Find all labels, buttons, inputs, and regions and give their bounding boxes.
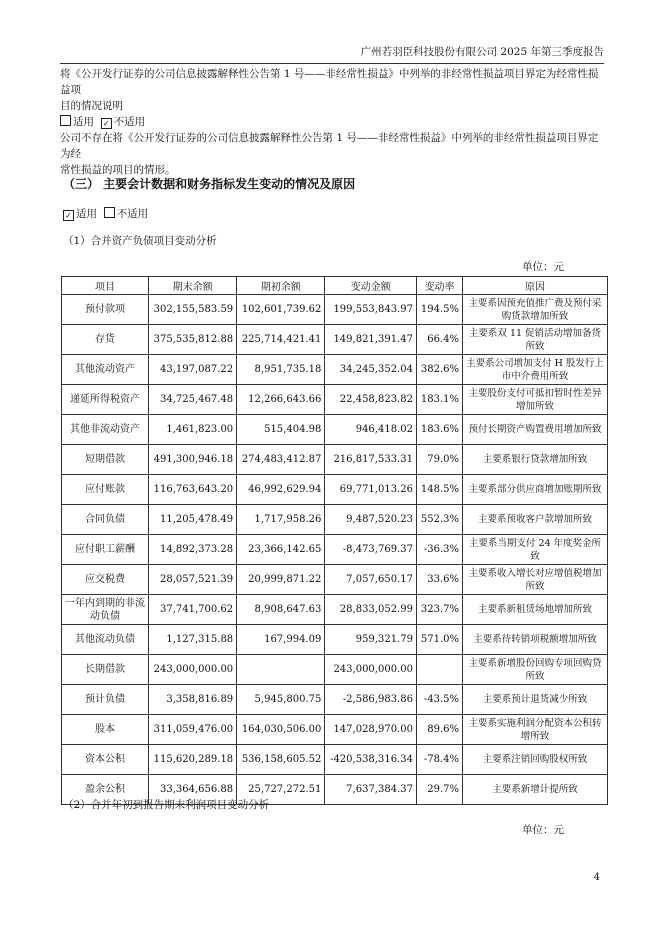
intro-checkboxes	[60, 114, 605, 130]
cell-change-amount: -2,586,983.86	[325, 685, 417, 715]
cell-change-rate: 323.7%	[416, 595, 462, 625]
cell-change-amount: 243,000,000.00	[325, 655, 417, 685]
cell-change-rate: -78.4%	[416, 745, 462, 775]
section-checkboxes	[63, 206, 148, 221]
cell-change-rate	[416, 655, 462, 685]
cell-end-balance: 243,000,000.00	[149, 655, 237, 685]
cell-end-balance: 11,205,478.49	[149, 505, 237, 535]
table-row	[62, 745, 608, 775]
section-not-applicable-label: 不适用	[116, 208, 149, 220]
col-begin-balance: 期初余额	[237, 277, 325, 295]
table-row	[62, 445, 608, 475]
cell-change-rate: -43.5%	[416, 685, 462, 715]
cell-change-amount: -420,538,316.34	[325, 745, 417, 775]
cell-change-rate: 79.0%	[416, 445, 462, 475]
cell-item: 应交税费	[62, 565, 149, 595]
cell-change-rate: 183.6%	[416, 415, 462, 445]
cell-reason: 主要系当期支付 24 年度奖金所致	[463, 535, 608, 565]
table-body	[62, 295, 608, 805]
unit-label-2: 单位：元	[522, 824, 564, 836]
cell-change-amount: 34,245,352.04	[325, 355, 417, 385]
cell-reason: 主要系因预充值推广费及预付采购货款增加所致	[463, 295, 608, 325]
cell-item: 盈余公积	[62, 775, 149, 805]
cell-change-rate: 66.4%	[416, 325, 462, 355]
table-row	[62, 625, 608, 655]
table-row	[62, 295, 608, 325]
cell-change-rate: 194.5%	[416, 295, 462, 325]
cell-item: 应付账款	[62, 475, 149, 505]
cell-change-amount: 7,637,384.37	[325, 775, 417, 805]
cell-begin-balance: 25,727,272.51	[237, 775, 325, 805]
cell-item: 长期借款	[62, 655, 149, 685]
cell-item: 一年内到期的非流动负债	[62, 595, 149, 625]
section-applicable-label: 适用	[76, 208, 97, 220]
cell-begin-balance: 8,908,647.63	[237, 595, 325, 625]
cell-item: 其他流动资产	[62, 355, 149, 385]
cell-change-rate: 89.6%	[416, 715, 462, 745]
cell-change-rate: 183.1%	[416, 385, 462, 415]
cell-begin-balance: 12,266,643.66	[237, 385, 325, 415]
cell-begin-balance: 46,992,629.94	[237, 475, 325, 505]
col-reason: 原因	[463, 277, 608, 295]
cell-begin-balance: 515,404.98	[237, 415, 325, 445]
cell-reason: 主要系公司增加支付 H 股发行上市中介费用所致	[463, 355, 608, 385]
cell-begin-balance: 164,030,506.00	[237, 715, 325, 745]
cell-begin-balance: 102,601,739.62	[237, 295, 325, 325]
cell-end-balance: 116,763,643.20	[149, 475, 237, 505]
cell-reason: 主要系注销回购股权所致	[463, 745, 608, 775]
cell-item: 预付款项	[62, 295, 149, 325]
cell-end-balance: 1,461,823.00	[149, 415, 237, 445]
note-line-1: 公司不存在将《公开发行证券的公司信息披露解释性公告第 1 号——非经常性损益》中列举的非经常性损益项目界定为经	[60, 132, 599, 160]
note-line-2: 常性损益的项目的情形。	[60, 164, 176, 176]
cell-item: 资本公积	[62, 745, 149, 775]
not-applicable-checkbox-checked: ✓	[101, 118, 112, 129]
cell-reason: 主要系新租赁场地增加所致	[463, 595, 608, 625]
table-row	[62, 535, 608, 565]
cell-reason: 主要系部分供应商增加账期所致	[463, 475, 608, 505]
applicable-checkbox-unchecked	[60, 115, 71, 126]
cell-reason: 主要系待转销项税额增加所致	[463, 625, 608, 655]
cell-reason: 主要系预收客户款增加所致	[463, 505, 608, 535]
cell-end-balance: 14,892,373.28	[149, 535, 237, 565]
cell-reason: 主要系双 11 促销活动增加备货所致	[463, 325, 608, 355]
table-row	[62, 685, 608, 715]
cell-item: 短期借款	[62, 445, 149, 475]
cell-begin-balance: 274,483,412.87	[237, 445, 325, 475]
section-not-applicable-checkbox	[104, 207, 115, 218]
intro-paragraph	[60, 66, 605, 178]
cell-item: 合同负债	[62, 505, 149, 535]
cell-change-amount: 216,817,533.31	[325, 445, 417, 475]
cell-begin-balance: 20,999,871.22	[237, 565, 325, 595]
cell-item: 预计负债	[62, 685, 149, 715]
cell-change-amount: 69,771,013.26	[325, 475, 417, 505]
table-row	[62, 595, 608, 625]
table-row	[62, 355, 608, 385]
intro-line-1: 将《公开发行证券的公司信息披露解释性公告第 1 号——非经常性损益》中列举的非经常性损益项目界定为经常性损益项	[60, 68, 599, 96]
cell-reason: 主要股份支付可抵扣暂时性差异增加所致	[463, 385, 608, 415]
applicable-label: 适用	[73, 116, 94, 128]
table-row	[62, 385, 608, 415]
cell-change-rate: 552.3%	[416, 505, 462, 535]
table-row	[62, 325, 608, 355]
cell-change-amount: 147,028,970.00	[325, 715, 417, 745]
col-change-rate: 变动率	[416, 277, 462, 295]
cell-change-rate: 382.6%	[416, 355, 462, 385]
cell-change-amount: -8,473,769.37	[325, 535, 417, 565]
table-row	[62, 715, 608, 745]
cell-end-balance: 302,155,583.59	[149, 295, 237, 325]
cell-item: 应付职工薪酬	[62, 535, 149, 565]
cell-change-rate: 148.5%	[416, 475, 462, 505]
cell-change-amount: 946,418.02	[325, 415, 417, 445]
cell-change-rate: 33.6%	[416, 565, 462, 595]
intro-line-2: 目的情况说明	[60, 100, 123, 112]
cell-reason: 预付长期资产购置费用增加所致	[463, 415, 608, 445]
cell-begin-balance: 5,945,800.75	[237, 685, 325, 715]
cell-end-balance: 43,197,087.22	[149, 355, 237, 385]
balance-sheet-change-table	[61, 276, 608, 805]
cell-item: 其他非流动资产	[62, 415, 149, 445]
cell-item: 递延所得税资产	[62, 385, 149, 415]
cell-reason: 主要系银行贷款增加所致	[463, 445, 608, 475]
cell-end-balance: 491,300,946.18	[149, 445, 237, 475]
cell-begin-balance	[237, 655, 325, 685]
col-item: 项目	[62, 277, 149, 295]
cell-end-balance: 375,535,812.88	[149, 325, 237, 355]
cell-begin-balance: 536,158,605.52	[237, 745, 325, 775]
report-header: 广州若羽臣科技股份有限公司 2025 年第三季度报告	[60, 44, 604, 64]
subsection-2-title: （2）合并年初到报告期末利润项目变动分析	[63, 799, 270, 811]
col-change-amount: 变动金额	[325, 277, 417, 295]
cell-end-balance: 115,620,289.18	[149, 745, 237, 775]
cell-item: 股本	[62, 715, 149, 745]
cell-end-balance: 28,057,521.39	[149, 565, 237, 595]
cell-end-balance: 34,725,467.48	[149, 385, 237, 415]
not-applicable-label: 不适用	[113, 116, 146, 128]
cell-reason: 主要系新增股份回购专项回购贷所致	[463, 655, 608, 685]
section-applicable-checkbox-checked: ✓	[63, 210, 74, 221]
cell-change-amount: 959,321.79	[325, 625, 417, 655]
cell-reason: 主要系新增计提所致	[463, 775, 608, 805]
cell-begin-balance: 8,951,735.18	[237, 355, 325, 385]
cell-end-balance: 37,741,700.62	[149, 595, 237, 625]
cell-change-amount: 199,553,843.97	[325, 295, 417, 325]
cell-change-amount: 28,833,052.99	[325, 595, 417, 625]
cell-change-rate: 29.7%	[416, 775, 462, 805]
cell-change-amount: 9,487,520.23	[325, 505, 417, 535]
cell-change-amount: 7,057,650.17	[325, 565, 417, 595]
cell-end-balance: 33,364,656.88	[149, 775, 237, 805]
cell-end-balance: 1,127,315.88	[149, 625, 237, 655]
subsection-1-title: （1）合并资产负债项目变动分析	[63, 235, 217, 247]
table-row	[62, 505, 608, 535]
table-header-row	[62, 277, 608, 295]
cell-change-rate: 571.0%	[416, 625, 462, 655]
page-number: 4	[593, 872, 600, 883]
table-row	[62, 475, 608, 505]
cell-begin-balance: 225,714,421.41	[237, 325, 325, 355]
section-title: （三） 主要会计数据和财务指标发生变动的情况及原因	[63, 177, 356, 191]
unit-label-1: 单位：元	[522, 261, 564, 273]
cell-item: 存货	[62, 325, 149, 355]
cell-end-balance: 311,059,476.00	[149, 715, 237, 745]
cell-begin-balance: 1,717,958.26	[237, 505, 325, 535]
cell-change-rate: -36.3%	[416, 535, 462, 565]
cell-begin-balance: 167,994.09	[237, 625, 325, 655]
table-row	[62, 655, 608, 685]
cell-reason: 主要系收入增长对应增值税增加所致	[463, 565, 608, 595]
cell-change-amount: 149,821,391.47	[325, 325, 417, 355]
cell-reason: 主要系预计退货减少所致	[463, 685, 608, 715]
col-end-balance: 期末余额	[149, 277, 237, 295]
cell-item: 其他流动负债	[62, 625, 149, 655]
table-row	[62, 565, 608, 595]
cell-begin-balance: 23,366,142.65	[237, 535, 325, 565]
cell-change-amount: 22,458,823.82	[325, 385, 417, 415]
cell-reason: 主要系实施利润分配资本公积转增所致	[463, 715, 608, 745]
table-row	[62, 415, 608, 445]
cell-end-balance: 3,358,816.89	[149, 685, 237, 715]
